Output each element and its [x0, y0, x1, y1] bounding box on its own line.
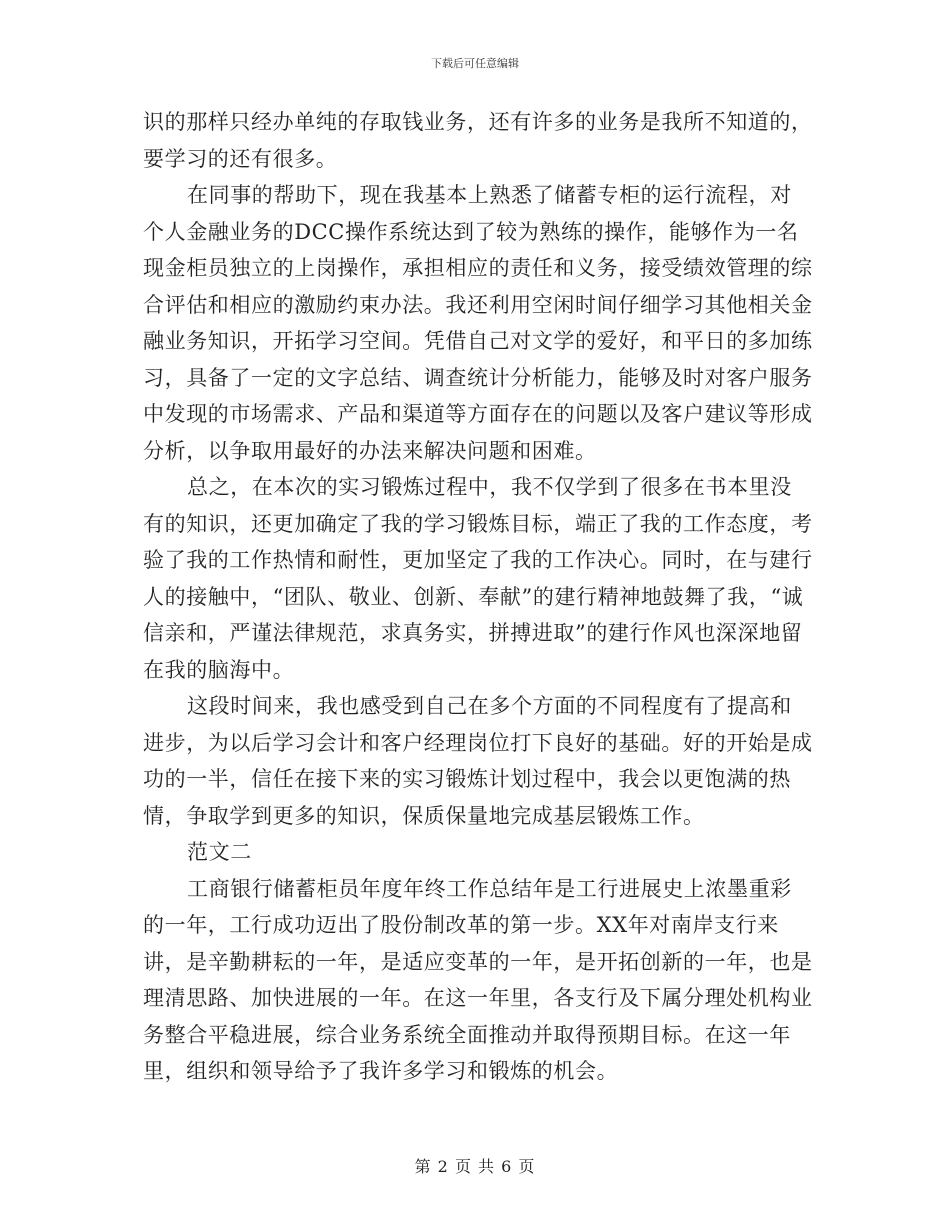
document-body — [143, 104, 813, 1090]
paragraph-1: 识的那样只经办单纯的存取钱业务，还有许多的业务是我所不知道的，要学习的还有很多。 — [143, 110, 813, 171]
page-header: 下载后可任意编辑 — [431, 57, 519, 70]
paragraph-2: 在同事的帮助下，现在我基本上熟悉了储蓄专柜的运行流程，对个人金融业务的DCC操作系统达到了较为熟练的操作，能够作为一名现金柜员独立的上岗操作，承担相应的责任和义务，接受绩效管理的综合评估和相应的激励约束办法。我还利用空闲时间仔细学习其他相关金融业务知识，开拓学习空间。凭借自己对文学的爱好，和平日的多加练习，具备了一定的文字总结、调查统计分析能力，能够及时对客户服务中发现的市场需求、产品和渠道等方面存在的问题以及客户建议等形成分析，以争取用最好的办法来解决问题和困难。 — [143, 183, 813, 463]
page-number-footer: 第 2 页 共 6 页 — [414, 1157, 536, 1176]
paragraph-5: 工商银行储蓄柜员年度年终工作总结年是工行进展史上浓墨重彩的一年，工行成功迈出了股份制改革的第一步。XX年对南岸支行来讲，是辛勤耕耘的一年，是适应变革的一年，是开拓创新的一年，也是理清思路、加快进展的一年。在这一年里，各支行及下属分理处机构业务整合平稳进展，综合业务系统全面推动并取得预期目标。在这一年里，组织和领导给予了我许多学习和锻炼的机会。 — [143, 876, 813, 1083]
paragraph-3: 总之，在本次的实习锻炼过程中，我不仅学到了很多在书本里没有的知识，还更加确定了我的学习锻炼目标，端正了我的工作态度，考验了我的工作热情和耐性，更加坚定了我的工作决心。同时，在与建行人的接触中，“团队、敬业、创新、奉献”的建行精神地鼓舞了我，“诚信亲和，严谨法律规范，求真务实，拼搏进取”的建行作风也深深地留在我的脑海中。 — [143, 475, 813, 682]
paragraph-4: 这段时间来，我也感受到自己在多个方面的不同程度有了提高和进步，为以后学习会计和客户经理岗位打下良好的基础。好的开始是成功的一半，信任在接下来的实习锻炼计划过程中，我会以更饱满的热情，争取学到更多的知识，保质保量地完成基层锻炼工作。 — [143, 694, 813, 828]
section-heading-sample-two: 范文二 — [187, 840, 252, 864]
